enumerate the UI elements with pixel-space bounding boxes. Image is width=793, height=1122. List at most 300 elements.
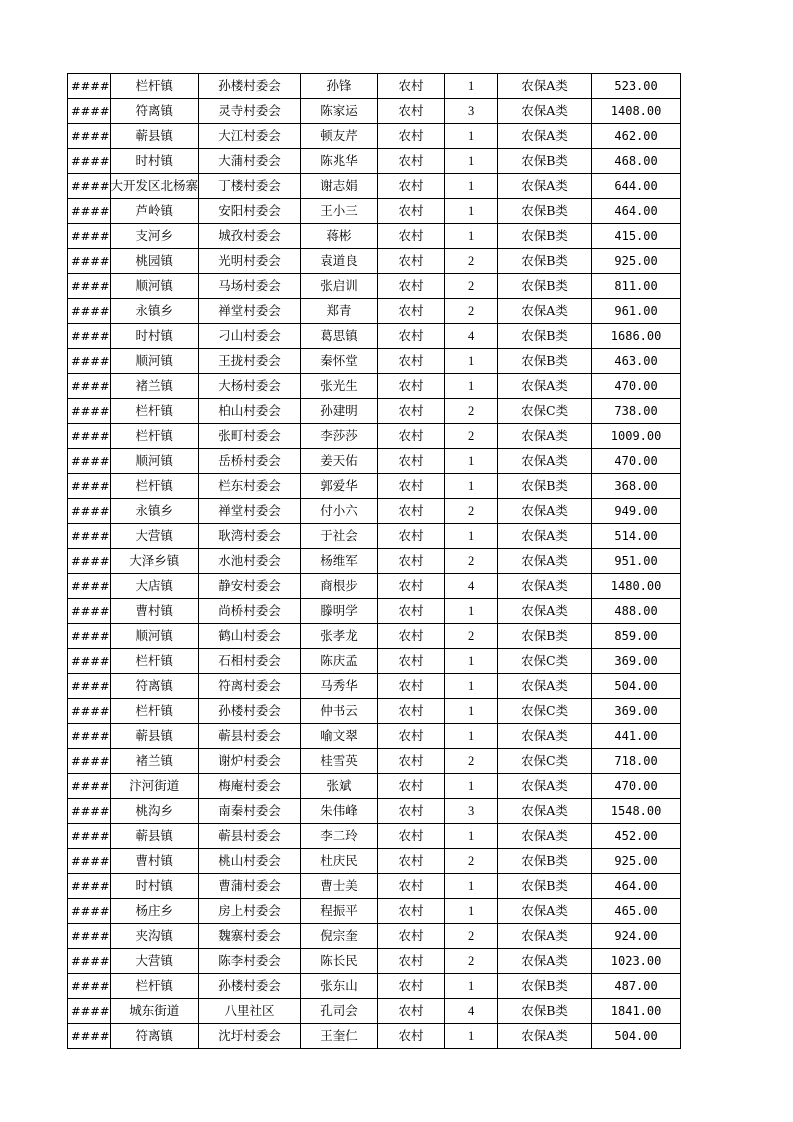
record-id-cell: #### — [68, 74, 111, 99]
table-body — [68, 74, 681, 1049]
record-id-cell: #### — [68, 124, 111, 149]
table-row — [68, 324, 681, 349]
name-cell: 顿友芹 — [301, 124, 378, 149]
name-cell: 孔司会 — [301, 999, 378, 1024]
insurance-category-cell: 农保A类 — [498, 524, 592, 549]
area-type-cell: 农村 — [378, 749, 445, 774]
town-cell: 符离镇 — [110, 99, 199, 124]
amount-cell: 470.00 — [592, 774, 681, 799]
village-cell: 禅堂村委会 — [199, 299, 301, 324]
village-cell: 栏东村委会 — [199, 474, 301, 499]
name-cell: 陈长民 — [301, 949, 378, 974]
insurance-category-cell: 农保B类 — [498, 349, 592, 374]
table-row — [68, 824, 681, 849]
household-count-cell: 1 — [445, 349, 498, 374]
town-cell: 符离镇 — [110, 1024, 199, 1049]
household-count-cell: 2 — [445, 624, 498, 649]
village-cell: 光明村委会 — [199, 249, 301, 274]
household-count-cell: 1 — [445, 649, 498, 674]
household-count-cell: 2 — [445, 499, 498, 524]
area-type-cell: 农村 — [378, 599, 445, 624]
amount-cell: 738.00 — [592, 399, 681, 424]
table-row — [68, 74, 681, 99]
household-count-cell: 1 — [445, 474, 498, 499]
area-type-cell: 农村 — [378, 124, 445, 149]
town-cell: 栏杆镇 — [110, 974, 199, 999]
village-cell: 沈圩村委会 — [199, 1024, 301, 1049]
name-cell: 袁道良 — [301, 249, 378, 274]
amount-cell: 415.00 — [592, 224, 681, 249]
amount-cell: 1686.00 — [592, 324, 681, 349]
town-cell: 大店镇 — [110, 574, 199, 599]
village-cell: 丁楼村委会 — [199, 174, 301, 199]
name-cell: 谢志娟 — [301, 174, 378, 199]
household-count-cell: 2 — [445, 399, 498, 424]
name-cell: 于社会 — [301, 524, 378, 549]
amount-cell: 463.00 — [592, 349, 681, 374]
amount-cell: 523.00 — [592, 74, 681, 99]
area-type-cell: 农村 — [378, 574, 445, 599]
table-row — [68, 799, 681, 824]
town-cell: 栏杆镇 — [110, 74, 199, 99]
town-cell: 褚兰镇 — [110, 374, 199, 399]
village-cell: 柏山村委会 — [199, 399, 301, 424]
name-cell: 倪宗奎 — [301, 924, 378, 949]
record-id-cell: #### — [68, 524, 111, 549]
insurance-category-cell: 农保B类 — [498, 324, 592, 349]
name-cell: 蒋彬 — [301, 224, 378, 249]
town-cell: 桃园镇 — [110, 249, 199, 274]
village-cell: 蕲县村委会 — [199, 824, 301, 849]
household-count-cell: 2 — [445, 274, 498, 299]
name-cell: 曹士美 — [301, 874, 378, 899]
insurance-category-cell: 农保B类 — [498, 149, 592, 174]
record-id-cell: #### — [68, 449, 111, 474]
name-cell: 王小三 — [301, 199, 378, 224]
town-cell: 永镇乡 — [110, 499, 199, 524]
record-id-cell: #### — [68, 624, 111, 649]
household-count-cell: 2 — [445, 549, 498, 574]
table-row — [68, 249, 681, 274]
town-cell: 蕲县镇 — [110, 824, 199, 849]
area-type-cell: 农村 — [378, 249, 445, 274]
area-type-cell: 农村 — [378, 499, 445, 524]
table-row — [68, 849, 681, 874]
town-cell: 栏杆镇 — [110, 699, 199, 724]
area-type-cell: 农村 — [378, 924, 445, 949]
town-cell: 栏杆镇 — [110, 649, 199, 674]
town-cell: 支河乡 — [110, 224, 199, 249]
amount-cell: 504.00 — [592, 674, 681, 699]
village-cell: 张町村委会 — [199, 424, 301, 449]
town-cell: 栏杆镇 — [110, 474, 199, 499]
insurance-category-cell: 农保B类 — [498, 999, 592, 1024]
insurance-category-cell: 农保A类 — [498, 374, 592, 399]
table-row — [68, 974, 681, 999]
village-cell: 符离村委会 — [199, 674, 301, 699]
insurance-category-cell: 农保A类 — [498, 299, 592, 324]
household-count-cell: 4 — [445, 999, 498, 1024]
village-cell: 耿湾村委会 — [199, 524, 301, 549]
table-row — [68, 874, 681, 899]
insurance-category-cell: 农保C类 — [498, 749, 592, 774]
area-type-cell: 农村 — [378, 1024, 445, 1049]
record-id-cell: #### — [68, 499, 111, 524]
insurance-category-cell: 农保A类 — [498, 74, 592, 99]
town-cell: 大营镇 — [110, 524, 199, 549]
area-type-cell: 农村 — [378, 274, 445, 299]
household-count-cell: 1 — [445, 524, 498, 549]
table-row — [68, 349, 681, 374]
household-count-cell: 4 — [445, 574, 498, 599]
town-cell: 大泽乡镇 — [110, 549, 199, 574]
insurance-category-cell: 农保B类 — [498, 274, 592, 299]
area-type-cell: 农村 — [378, 349, 445, 374]
table-row — [68, 399, 681, 424]
household-count-cell: 1 — [445, 1024, 498, 1049]
village-cell: 魏寨村委会 — [199, 924, 301, 949]
town-cell: 芦岭镇 — [110, 199, 199, 224]
village-cell: 尚桥村委会 — [199, 599, 301, 624]
table-row — [68, 149, 681, 174]
town-cell: 顺河镇 — [110, 624, 199, 649]
table-row — [68, 374, 681, 399]
town-cell: 汴河街道 — [110, 774, 199, 799]
record-id-cell: #### — [68, 649, 111, 674]
insurance-category-cell: 农保A类 — [498, 549, 592, 574]
name-cell: 秦怀堂 — [301, 349, 378, 374]
insurance-category-cell: 农保C类 — [498, 699, 592, 724]
table-row — [68, 999, 681, 1024]
record-id-cell: #### — [68, 474, 111, 499]
town-cell: 桃沟乡 — [110, 799, 199, 824]
town-cell: 夹沟镇 — [110, 924, 199, 949]
record-id-cell: #### — [68, 174, 111, 199]
amount-cell: 369.00 — [592, 699, 681, 724]
record-id-cell: #### — [68, 874, 111, 899]
area-type-cell: 农村 — [378, 74, 445, 99]
name-cell: 李莎莎 — [301, 424, 378, 449]
table-row — [68, 549, 681, 574]
household-count-cell: 1 — [445, 199, 498, 224]
village-cell: 安阳村委会 — [199, 199, 301, 224]
village-cell: 大江村委会 — [199, 124, 301, 149]
record-id-cell: #### — [68, 899, 111, 924]
area-type-cell: 农村 — [378, 224, 445, 249]
insurance-category-cell: 农保A类 — [498, 924, 592, 949]
insurance-category-cell: 农保B类 — [498, 624, 592, 649]
amount-cell: 961.00 — [592, 299, 681, 324]
village-cell: 石相村委会 — [199, 649, 301, 674]
record-id-cell: #### — [68, 849, 111, 874]
record-id-cell: #### — [68, 224, 111, 249]
insurance-category-cell: 农保A类 — [498, 799, 592, 824]
amount-cell: 924.00 — [592, 924, 681, 949]
insurance-category-cell: 农保C类 — [498, 399, 592, 424]
record-id-cell: #### — [68, 949, 111, 974]
amount-cell: 949.00 — [592, 499, 681, 524]
area-type-cell: 农村 — [378, 799, 445, 824]
town-cell: 褚兰镇 — [110, 749, 199, 774]
record-id-cell: #### — [68, 574, 111, 599]
table-row — [68, 624, 681, 649]
table-row — [68, 449, 681, 474]
village-cell: 水池村委会 — [199, 549, 301, 574]
household-count-cell: 1 — [445, 874, 498, 899]
amount-cell: 487.00 — [592, 974, 681, 999]
name-cell: 张启训 — [301, 274, 378, 299]
name-cell: 孙锋 — [301, 74, 378, 99]
insurance-category-cell: 农保A类 — [498, 949, 592, 974]
record-id-cell: #### — [68, 1024, 111, 1049]
insurance-category-cell: 农保A类 — [498, 124, 592, 149]
village-cell: 禅堂村委会 — [199, 499, 301, 524]
insurance-category-cell: 农保A类 — [498, 174, 592, 199]
insurance-category-cell: 农保A类 — [498, 724, 592, 749]
area-type-cell: 农村 — [378, 374, 445, 399]
insurance-category-cell: 农保A类 — [498, 449, 592, 474]
table-row — [68, 949, 681, 974]
household-count-cell: 1 — [445, 74, 498, 99]
household-count-cell: 1 — [445, 724, 498, 749]
village-cell: 刁山村委会 — [199, 324, 301, 349]
record-id-cell: #### — [68, 349, 111, 374]
name-cell: 李二玲 — [301, 824, 378, 849]
table-row — [68, 699, 681, 724]
town-cell: 城东街道 — [110, 999, 199, 1024]
town-cell: 时村镇 — [110, 874, 199, 899]
amount-cell: 1009.00 — [592, 424, 681, 449]
household-count-cell: 1 — [445, 174, 498, 199]
table-row — [68, 899, 681, 924]
amount-cell: 925.00 — [592, 249, 681, 274]
household-count-cell: 2 — [445, 949, 498, 974]
record-id-cell: #### — [68, 249, 111, 274]
area-type-cell: 农村 — [378, 324, 445, 349]
area-type-cell: 农村 — [378, 774, 445, 799]
area-type-cell: 农村 — [378, 174, 445, 199]
household-count-cell: 2 — [445, 749, 498, 774]
table-row — [68, 924, 681, 949]
town-cell: 符离镇 — [110, 674, 199, 699]
household-count-cell: 1 — [445, 899, 498, 924]
household-count-cell: 1 — [445, 774, 498, 799]
name-cell: 陈家运 — [301, 99, 378, 124]
name-cell: 桂雪英 — [301, 749, 378, 774]
record-id-cell: #### — [68, 674, 111, 699]
table-row — [68, 749, 681, 774]
area-type-cell: 农村 — [378, 624, 445, 649]
name-cell: 陈兆华 — [301, 149, 378, 174]
record-id-cell: #### — [68, 974, 111, 999]
amount-cell: 1023.00 — [592, 949, 681, 974]
table-row — [68, 1024, 681, 1049]
area-type-cell: 农村 — [378, 424, 445, 449]
record-id-cell: #### — [68, 549, 111, 574]
area-type-cell: 农村 — [378, 199, 445, 224]
area-type-cell: 农村 — [378, 449, 445, 474]
town-cell: 栏杆镇 — [110, 399, 199, 424]
record-id-cell: #### — [68, 749, 111, 774]
area-type-cell: 农村 — [378, 699, 445, 724]
household-count-cell: 1 — [445, 374, 498, 399]
area-type-cell: 农村 — [378, 649, 445, 674]
area-type-cell: 农村 — [378, 474, 445, 499]
insurance-category-cell: 农保B类 — [498, 249, 592, 274]
record-id-cell: #### — [68, 824, 111, 849]
village-cell: 孙楼村委会 — [199, 699, 301, 724]
insurance-category-cell: 农保A类 — [498, 599, 592, 624]
area-type-cell: 农村 — [378, 724, 445, 749]
town-cell: 顺河镇 — [110, 449, 199, 474]
table-row — [68, 499, 681, 524]
amount-cell: 464.00 — [592, 874, 681, 899]
village-cell: 南秦村委会 — [199, 799, 301, 824]
insurance-category-cell: 农保B类 — [498, 849, 592, 874]
town-cell: 曹村镇 — [110, 849, 199, 874]
village-cell: 王拢村委会 — [199, 349, 301, 374]
amount-cell: 644.00 — [592, 174, 681, 199]
name-cell: 张孝龙 — [301, 624, 378, 649]
village-cell: 八里社区 — [199, 999, 301, 1024]
amount-cell: 452.00 — [592, 824, 681, 849]
record-id-cell: #### — [68, 199, 111, 224]
area-type-cell: 农村 — [378, 549, 445, 574]
table-row — [68, 299, 681, 324]
town-cell: 杨庄乡 — [110, 899, 199, 924]
village-cell: 房上村委会 — [199, 899, 301, 924]
amount-cell: 1548.00 — [592, 799, 681, 824]
table-row — [68, 524, 681, 549]
table-row — [68, 199, 681, 224]
name-cell: 张光生 — [301, 374, 378, 399]
amount-cell: 441.00 — [592, 724, 681, 749]
household-count-cell: 2 — [445, 924, 498, 949]
table-row — [68, 224, 681, 249]
record-id-cell: #### — [68, 699, 111, 724]
insurance-category-cell: 农保A类 — [498, 824, 592, 849]
name-cell: 张东山 — [301, 974, 378, 999]
area-type-cell: 农村 — [378, 999, 445, 1024]
recipient-table — [67, 73, 681, 1049]
record-id-cell: #### — [68, 99, 111, 124]
town-cell: 蕲县镇 — [110, 724, 199, 749]
village-cell: 曹蒲村委会 — [199, 874, 301, 899]
record-id-cell: #### — [68, 374, 111, 399]
amount-cell: 859.00 — [592, 624, 681, 649]
amount-cell: 468.00 — [592, 149, 681, 174]
insurance-category-cell: 农保B类 — [498, 474, 592, 499]
village-cell: 鹤山村委会 — [199, 624, 301, 649]
area-type-cell: 农村 — [378, 899, 445, 924]
table-row — [68, 574, 681, 599]
household-count-cell: 2 — [445, 849, 498, 874]
household-count-cell: 1 — [445, 974, 498, 999]
household-count-cell: 1 — [445, 699, 498, 724]
household-count-cell: 1 — [445, 149, 498, 174]
village-cell: 孙楼村委会 — [199, 974, 301, 999]
table-row — [68, 774, 681, 799]
area-type-cell: 农村 — [378, 949, 445, 974]
table-row — [68, 174, 681, 199]
table-row — [68, 424, 681, 449]
household-count-cell: 2 — [445, 249, 498, 274]
insurance-category-cell: 农保A类 — [498, 99, 592, 124]
table-row — [68, 124, 681, 149]
name-cell: 仲书云 — [301, 699, 378, 724]
table-row — [68, 99, 681, 124]
village-cell: 马场村委会 — [199, 274, 301, 299]
village-cell: 蕲县村委会 — [199, 724, 301, 749]
village-cell: 大蒲村委会 — [199, 149, 301, 174]
amount-cell: 464.00 — [592, 199, 681, 224]
town-cell: 大开发区北杨寨 — [110, 174, 199, 199]
record-id-cell: #### — [68, 999, 111, 1024]
name-cell: 程振平 — [301, 899, 378, 924]
insurance-category-cell: 农保A类 — [498, 499, 592, 524]
amount-cell: 951.00 — [592, 549, 681, 574]
town-cell: 顺河镇 — [110, 274, 199, 299]
household-count-cell: 1 — [445, 224, 498, 249]
record-id-cell: #### — [68, 149, 111, 174]
name-cell: 商根步 — [301, 574, 378, 599]
village-cell: 灵寺村委会 — [199, 99, 301, 124]
area-type-cell: 农村 — [378, 849, 445, 874]
village-cell: 岳桥村委会 — [199, 449, 301, 474]
insurance-category-cell: 农保B类 — [498, 199, 592, 224]
amount-cell: 368.00 — [592, 474, 681, 499]
household-count-cell: 2 — [445, 299, 498, 324]
household-count-cell: 1 — [445, 449, 498, 474]
name-cell: 陈庆孟 — [301, 649, 378, 674]
name-cell: 付小六 — [301, 499, 378, 524]
amount-cell: 925.00 — [592, 849, 681, 874]
village-cell: 桃山村委会 — [199, 849, 301, 874]
name-cell: 孙建明 — [301, 399, 378, 424]
household-count-cell: 3 — [445, 99, 498, 124]
name-cell: 姜天佑 — [301, 449, 378, 474]
name-cell: 杜庆民 — [301, 849, 378, 874]
town-cell: 顺河镇 — [110, 349, 199, 374]
village-cell: 梅庵村委会 — [199, 774, 301, 799]
name-cell: 马秀华 — [301, 674, 378, 699]
amount-cell: 1480.00 — [592, 574, 681, 599]
area-type-cell: 农村 — [378, 299, 445, 324]
area-type-cell: 农村 — [378, 149, 445, 174]
record-id-cell: #### — [68, 324, 111, 349]
village-cell: 城孜村委会 — [199, 224, 301, 249]
insurance-category-cell: 农保A类 — [498, 574, 592, 599]
village-cell: 静安村委会 — [199, 574, 301, 599]
household-count-cell: 3 — [445, 799, 498, 824]
household-count-cell: 1 — [445, 124, 498, 149]
town-cell: 栏杆镇 — [110, 424, 199, 449]
insurance-category-cell: 农保B类 — [498, 224, 592, 249]
town-cell: 永镇乡 — [110, 299, 199, 324]
record-id-cell: #### — [68, 399, 111, 424]
village-cell: 孙楼村委会 — [199, 74, 301, 99]
amount-cell: 465.00 — [592, 899, 681, 924]
household-count-cell: 1 — [445, 674, 498, 699]
table-row — [68, 649, 681, 674]
area-type-cell: 农村 — [378, 974, 445, 999]
area-type-cell: 农村 — [378, 399, 445, 424]
amount-cell: 462.00 — [592, 124, 681, 149]
amount-cell: 811.00 — [592, 274, 681, 299]
name-cell: 郑青 — [301, 299, 378, 324]
insurance-category-cell: 农保A类 — [498, 774, 592, 799]
amount-cell: 1408.00 — [592, 99, 681, 124]
